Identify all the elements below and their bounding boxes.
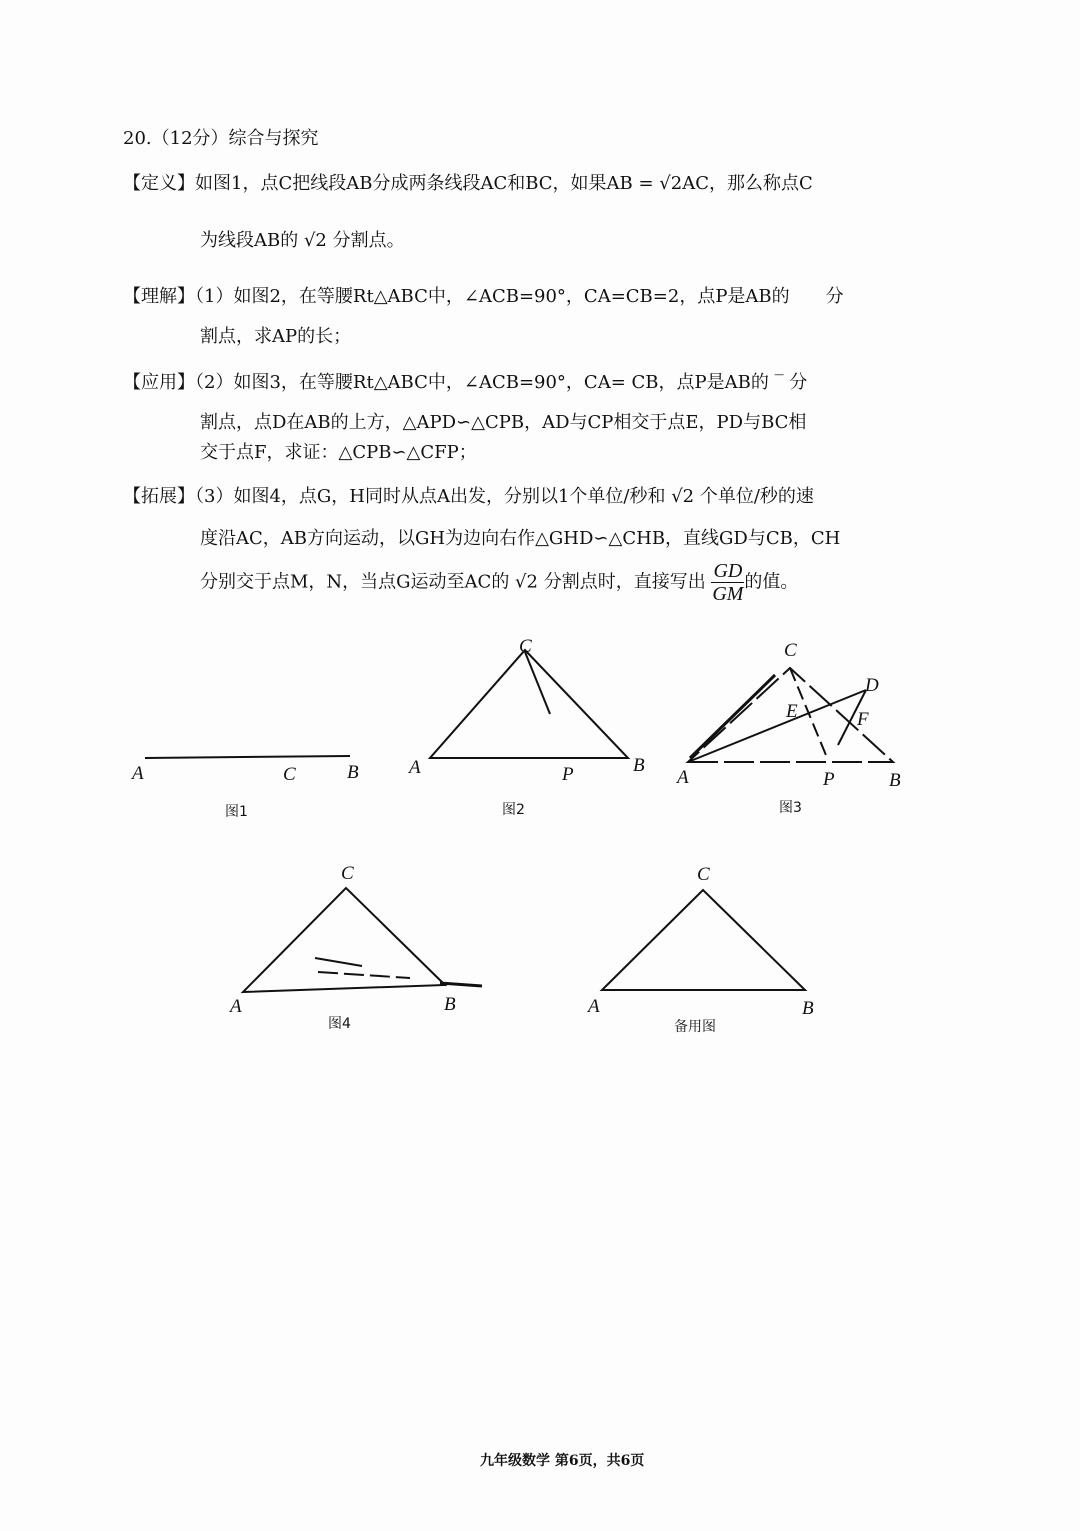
fig2-label-p: P bbox=[562, 764, 574, 785]
fig1-label-c: C bbox=[283, 764, 296, 785]
understanding-line-2: 割点，求AP的长； bbox=[200, 326, 352, 347]
fig2-mark bbox=[525, 652, 550, 714]
fig3-label-d: D bbox=[865, 675, 879, 696]
spare-label-a: A bbox=[588, 996, 600, 1017]
fig3-label-p: P bbox=[823, 769, 835, 790]
fraction-denominator: GM bbox=[712, 583, 744, 605]
extension-text: （3）如图4，点G，H同时从点A出发，分别以1个单位/秒和 √2 个单位/秒的速 bbox=[195, 486, 814, 507]
spare-caption: 备用图 bbox=[674, 1019, 716, 1035]
fig3-mark bbox=[690, 675, 775, 758]
fig3-label-b: B bbox=[889, 770, 901, 791]
fraction-numerator: GD bbox=[713, 560, 743, 582]
fig4-label-b: B bbox=[444, 994, 456, 1015]
extension-text-end: 的值。 bbox=[744, 571, 799, 593]
application-line-2: 割点，点D在AB的上方，△APD∽△CPB，AD与CP相交于点E，PD与BC相 bbox=[200, 412, 807, 433]
fig4-label-a: A bbox=[230, 996, 242, 1017]
fig1-caption: 图1 bbox=[225, 804, 248, 820]
application-tag: 【应用】 bbox=[123, 372, 195, 393]
fig4-mark-1 bbox=[315, 958, 362, 966]
understanding-text: （1）如图2，在等腰Rt△ABC中，∠ACB=90°，CA=CB=2，点P是AB的 分 bbox=[195, 286, 844, 307]
fig2-triangle bbox=[430, 650, 628, 758]
spare-label-c: C bbox=[697, 864, 710, 885]
definition-tag: 【定义】 bbox=[123, 173, 195, 194]
fig1-segment-ab bbox=[145, 756, 350, 758]
fig3-label-c: C bbox=[784, 640, 797, 661]
extension-line-2: 度沿AC，AB方向运动，以GH为边向右作△GHD∽△CHB，直线GD与CB，CH bbox=[200, 528, 841, 549]
extension-tag: 【拓展】 bbox=[123, 486, 195, 507]
fig2-label-a: A bbox=[409, 757, 421, 778]
fig3-label-a: A bbox=[677, 767, 689, 788]
definition-text: 如图1，点C把线段AB分成两条线段AC和BC，如果AB = √2AC，那么称点C bbox=[195, 173, 813, 194]
question-title: 20.（12分）综合与探究 bbox=[123, 128, 319, 149]
fig2-label-b: B bbox=[633, 755, 645, 776]
application-line-3: 交于点F，求证：△CPB∽△CFP； bbox=[200, 442, 477, 463]
fig2-caption: 图2 bbox=[502, 802, 525, 818]
fig2-label-c: C bbox=[519, 636, 532, 657]
fig4-caption: 图4 bbox=[328, 1016, 351, 1032]
fig4-mark-2 bbox=[318, 972, 410, 978]
fig4-triangle bbox=[243, 888, 445, 992]
fig4-label-c: C bbox=[341, 863, 354, 884]
fig3-label-f: F bbox=[857, 709, 869, 730]
fig3-label-e: E bbox=[786, 701, 798, 722]
extension-text-3: 分别交于点M，N，当点G运动至AC的 √2 分割点时，直接写出 bbox=[200, 571, 706, 593]
spare-label-b: B bbox=[802, 998, 814, 1019]
fig1-label-b: B bbox=[347, 762, 359, 783]
fig3-caption: 图3 bbox=[779, 800, 802, 816]
spare-triangle bbox=[602, 890, 805, 990]
fig3-line-ad bbox=[688, 690, 866, 762]
understanding-tag: 【理解】 bbox=[123, 286, 195, 307]
definition-line-2: 为线段AB的 √2 分割点。 bbox=[200, 230, 405, 251]
application-text: （2）如图3，在等腰Rt△ABC中，∠ACB=90°，CA= CB，点P是AB的 ‾ 分 bbox=[195, 372, 808, 393]
page-footer: 九年级数学 第6页，共6页 bbox=[480, 1453, 645, 1469]
fig1-label-a: A bbox=[132, 763, 144, 784]
